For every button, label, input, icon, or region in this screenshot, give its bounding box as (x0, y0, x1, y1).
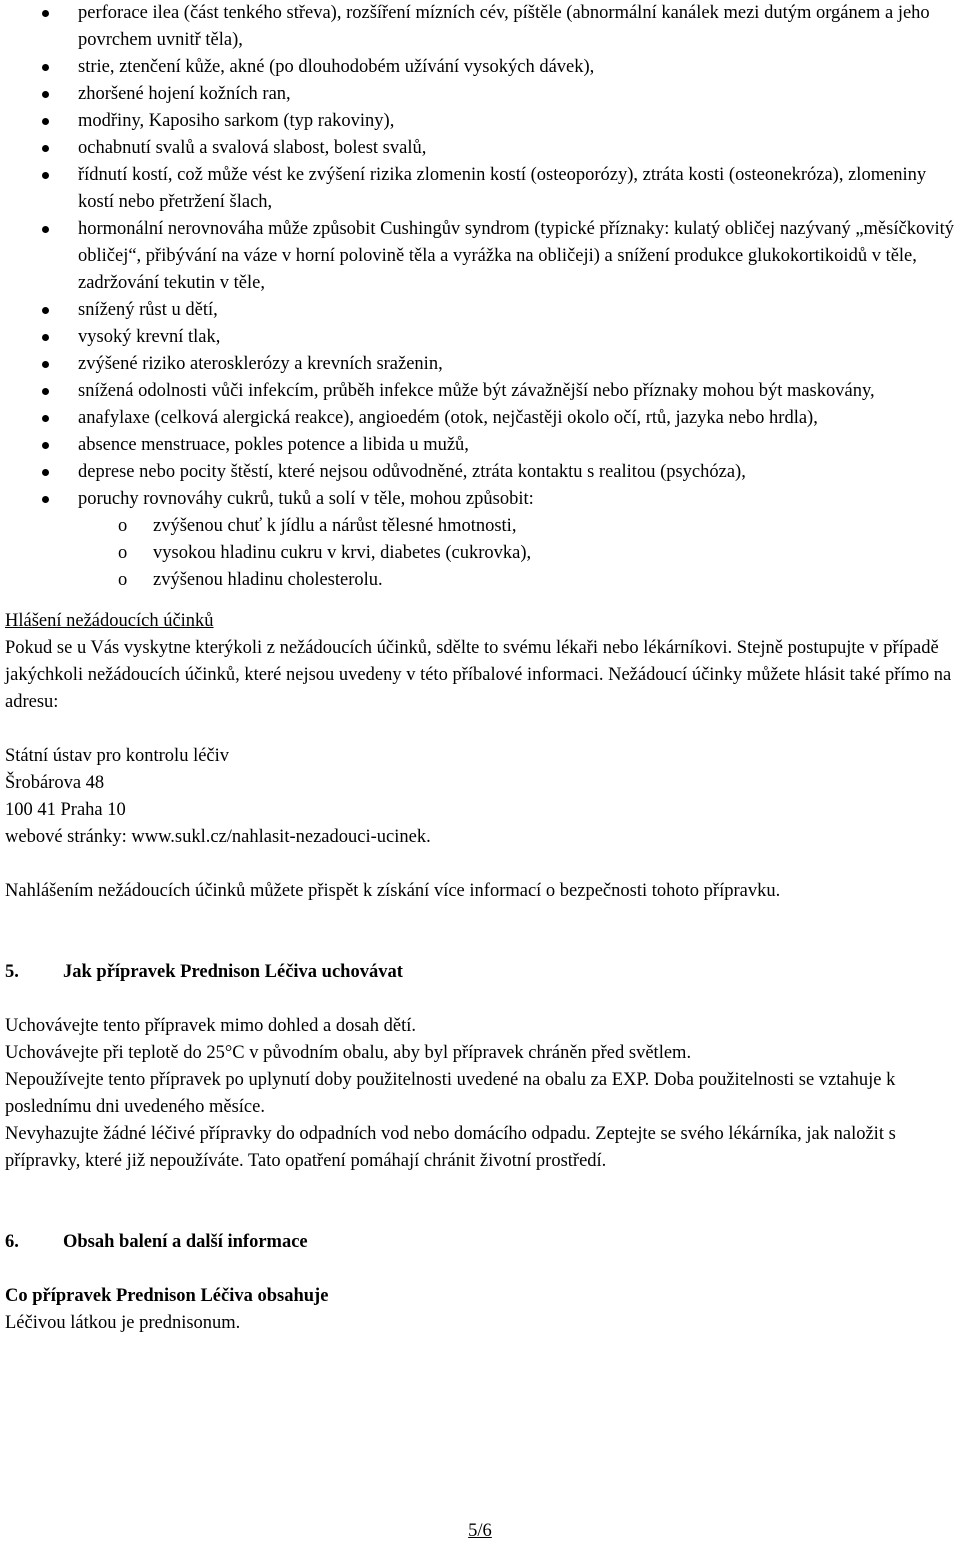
storage-paragraph: Nevyhazujte žádné léčivé přípravky do odpadních vod nebo domácího odpadu. Zeptejte se svého lékárníka, jak naložit s přípravky, které již nepoužíváte. Tato opatření pomáhají chránit životní prostředí. (5, 1124, 896, 1171)
list-item: ochabnutí svalů a svalová slabost, bolest svalů, (5, 135, 957, 162)
list-item-text: poruchy rovnováhy cukrů, tuků a solí v těle, mohou způsobit: (78, 489, 534, 509)
list-item: anafylaxe (celková alergická reakce), angioedém (otok, nejčastěji okolo očí, rtů, jazyka nebo hrdla), (5, 405, 957, 432)
section-title: Obsah balení a další informace (63, 1232, 308, 1252)
sub-list (5, 513, 957, 594)
address-line: Státní ústav pro kontrolu léčiv (5, 746, 230, 766)
list-item: strie, ztenčení kůže, akné (po dlouhodobém užívání vysokých dávek), (5, 54, 957, 81)
contents-text: Léčivou látkou je prednisonum. (5, 1313, 241, 1333)
list-item: snížený růst u dětí, (5, 297, 957, 324)
storage-paragraph: Uchovávejte při teplotě do 25°C v původním obalu, aby byl přípravek chráněn před světlem. (5, 1043, 692, 1063)
list-item (5, 486, 957, 594)
list-item: vysoký krevní tlak, (5, 324, 957, 351)
list-item: snížená odolnosti vůči infekcím, průběh infekce může být závažnější nebo příznaky mohou být maskovány, (5, 378, 957, 405)
section-number: 5. (5, 962, 19, 982)
reporting-paragraph: Pokud se u Vás vyskytne kterýkoli z nežádoucích účinků, sdělte to svému lékaři nebo lékárníkovi. Stejně postupujte v případě jakýchkoli nežádoucích účinků, které nejsou uvedeny v této příbalové informaci. Nežádoucí účinky můžete hlásit také přímo na adresu: (5, 638, 952, 712)
reporting-closing: Nahlášením nežádoucích účinků můžete přispět k získání více informací o bezpečnosti tohoto přípravku. (5, 881, 781, 901)
address-line: Šrobárova 48 (5, 773, 105, 793)
list-item: hormonální nerovnováha může způsobit Cushingův syndrom (typické příznaky: kulatý obličej nazývaný „měsíčkovitý obličej“, přibývání na váze v horní polovině těla a vyrážka na obličeji) a snížení produkce glukokortikoidů v těle, zadržování tekutin v těle, (5, 216, 957, 297)
page-footer (0, 1518, 960, 1545)
reporting-heading: Hlášení nežádoucích účinků (5, 611, 214, 631)
storage-paragraph: Uchovávejte tento přípravek mimo dohled a dosah dětí. (5, 1016, 416, 1036)
section-6-heading (5, 1229, 957, 1256)
list-item: absence menstruace, pokles potence a libida u mužů, (5, 432, 957, 459)
side-effects-list (5, 0, 957, 594)
sub-list-item: o zvýšenou chuť k jídlu a nárůst tělesné hmotnosti, (5, 513, 957, 540)
list-item: deprese nebo pocity štěstí, které nejsou odůvodněné, ztráta kontaktu s realitou (psychóza), (5, 459, 957, 486)
sub-list-item: o vysokou hladinu cukru v krvi, diabetes (cukrovka), (5, 540, 957, 567)
page-number: 5/6 (468, 1521, 492, 1541)
list-item: zvýšené riziko aterosklerózy a krevních sraženin, (5, 351, 957, 378)
list-item: modřiny, Kaposiho sarkom (typ rakoviny), (5, 108, 957, 135)
storage-paragraph: Nepoužívejte tento přípravek po uplynutí doby použitelnosti uvedené na obalu za EXP. Doba použitelnosti se vztahuje k poslednímu dni uvedeného měsíce. (5, 1070, 896, 1117)
address-line: webové stránky: www.sukl.cz/nahlasit-nezadouci-ucinek. (5, 827, 431, 847)
document-page (5, 0, 957, 1337)
section-5-heading (5, 959, 957, 986)
address-line: 100 41 Praha 10 (5, 800, 126, 820)
list-item: perforace ilea (část tenkého střeva), rozšíření mízních cév, píštěle (abnormální kanálek mezi dutým orgánem a jeho povrchem uvnitř těla), (5, 0, 957, 54)
section-title: Jak přípravek Prednison Léčiva uchovávat (63, 962, 403, 982)
list-item: zhoršené hojení kožních ran, (5, 81, 957, 108)
list-item: řídnutí kostí, což může vést ke zvýšení rizika zlomenin kostí (osteoporózy), ztráta kosti (osteonekróza), zlomeniny kostí nebo přetržení šlach, (5, 162, 957, 216)
sub-list-item: o zvýšenou hladinu cholesterolu. (5, 567, 957, 594)
contents-subheading: Co přípravek Prednison Léčiva obsahuje (5, 1286, 329, 1306)
section-number: 6. (5, 1232, 19, 1252)
